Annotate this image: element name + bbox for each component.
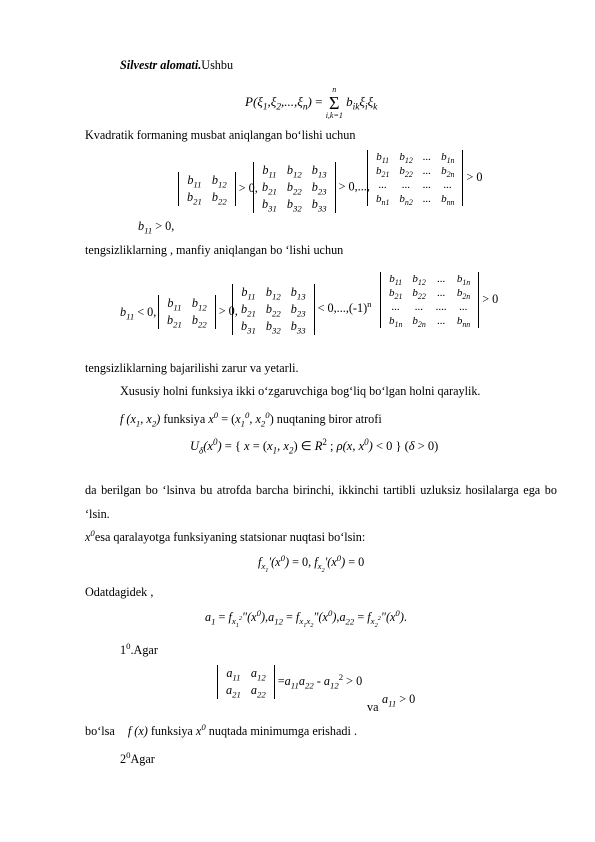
cond-b11-negative: $b_{11} < 0$,: [120, 305, 157, 322]
title-rest: Ushbu: [201, 58, 234, 72]
det-3x3-positive: $b_{11}$ $b_{12}$ $b_{13}$ $b_{21}$ $b_{22}$ $b_{23}$ $b_{31}$ $b_{32}$ $b_{33}$ > 0,...,: [253, 162, 370, 213]
title-bold: Silvestr alomati.: [120, 58, 202, 72]
case1-sup: 0: [126, 640, 131, 651]
neighbourhood-formula: $U_\delta(x^0)$ = { $x = (x_1$, $x_2$) ∈ $R^2$ ; ρ(x, $x^0) < 0$ } (δ > 0): [190, 436, 439, 456]
line-bolsa: bo‘lsa f (x) funksiya $x^0$ nuqtada minimumga erishadi .: [85, 721, 357, 738]
text-esa: esa qaralayotga funksiyaning statsionar nuqtasi bo‘lsin:: [94, 530, 366, 544]
cond-b11-positive: $b_{11} > 0$,: [138, 219, 175, 236]
word-va: va: [367, 700, 379, 714]
det-nxn-negative: $b_{11}$ $b_{12}$ ... $b_{1n}$ $b_{21}$ $b_{22}$ ... $b_{2n}$ ... ... .... ... $b_{1n}$ $b_{2n}$ ... $b_{nn}$ > 0: [380, 272, 498, 328]
word-minimum: nuqtada minimumga erishadi .: [205, 724, 357, 738]
case2-sup: 0: [126, 749, 131, 760]
line-esa: $x^0esa$ qaralayotga funksiyaning statsionar nuqtasi bo‘lsin:: [85, 527, 366, 544]
det-3x3-negative: $b_{11}$ $b_{12}$ $b_{13}$ $b_{21}$ $b_{22}$ $b_{23}$ $b_{31}$ $b_{32}$ $b_{33}$ < $0,...,(-1)^n$: [232, 284, 372, 335]
case1-label: 1: [120, 643, 127, 657]
stationary-formula: $f_{x_1}'(x^0) = 0$, $f_{x_2}'(x^0) = 0$: [258, 552, 365, 575]
det-2x2-negative: $b_{11}$ $b_{12}$ $b_{21}$ $b_{22}$ > 0,: [158, 295, 238, 329]
case1-line: [120, 640, 158, 658]
line-funksiya: f ($x_1$, $x_2$) funksiya $x^0 = (x_1^0$, $x_2^0$) nuqtaning biror atrofi: [120, 409, 382, 429]
para-da: da berilgan bo ‘lsinva bu atrofda barcha birinchi, ikkinchi tartibli uzluksiz hosilalarga ega bo ‘lsin.: [85, 483, 557, 521]
text-kvadratik: Kvadratik formaning musbat aniqlangan bo‘lishi uchun: [85, 128, 356, 142]
coefficients-formula: $a_1 = f_{x_1^2}''(x^0),a_{12} = f_{x_1x_2}''(x^0),a_{22} = f_{x_2^2}''(x^0)$.: [205, 607, 407, 630]
text-bolsa: bo‘lsa: [85, 724, 115, 738]
text-odatda: Odatdagidek ,: [85, 585, 154, 599]
det-2x2-positive: $b_{11}$ $b_{12}$ $b_{21}$ $b_{22}$ > 0,: [178, 172, 258, 206]
case2-line: [120, 749, 155, 767]
text-tengsiz-neg: tengsizliklarning , manfiy aniqlangan bo ‘lishi uchun: [85, 243, 344, 257]
word-funksiya2: funksiya: [147, 724, 196, 738]
case1-word: .Agar: [130, 643, 158, 657]
case2-word: Agar: [130, 752, 155, 766]
word-funksiya: funksiya: [160, 412, 209, 426]
det-condition: $a_{11}$ $a_{12}$ $a_{21}$ $a_{22}$ $=a_{11}a_{22} - a_{12}^2 > 0$: [217, 665, 362, 699]
text-zarur: tengsizliklarning bajarilishi zarur va yetarli.: [85, 361, 299, 375]
cond-a11-positive: $a_{11} > 0$: [382, 692, 416, 709]
text-xususiy: Xususiy holni funksiya ikki o‘zgaruvchiga bog‘liq bo‘lgan holni qaraylik.: [120, 384, 481, 398]
case2-label: 2: [120, 752, 127, 766]
title-line: [120, 58, 233, 73]
quadratic-form-formula: $P(\xi_1,\xi_2,...,\xi_n)$ = n Σ i,k=1 $b_{ik}\xi_i\xi_k$: [245, 85, 378, 120]
det-nxn-positive: $b_{11}$ $b_{12}$ ... $b_{1n}$ $b_{21}$ $b_{22}$ ... $b_{2n}$ ... ... ... ... $b_{n1}$ $b_{n2}$ ... $b_{nn}$ > 0: [367, 150, 483, 206]
word-nuqtaning: nuqtaning biror atrofi: [273, 412, 382, 426]
